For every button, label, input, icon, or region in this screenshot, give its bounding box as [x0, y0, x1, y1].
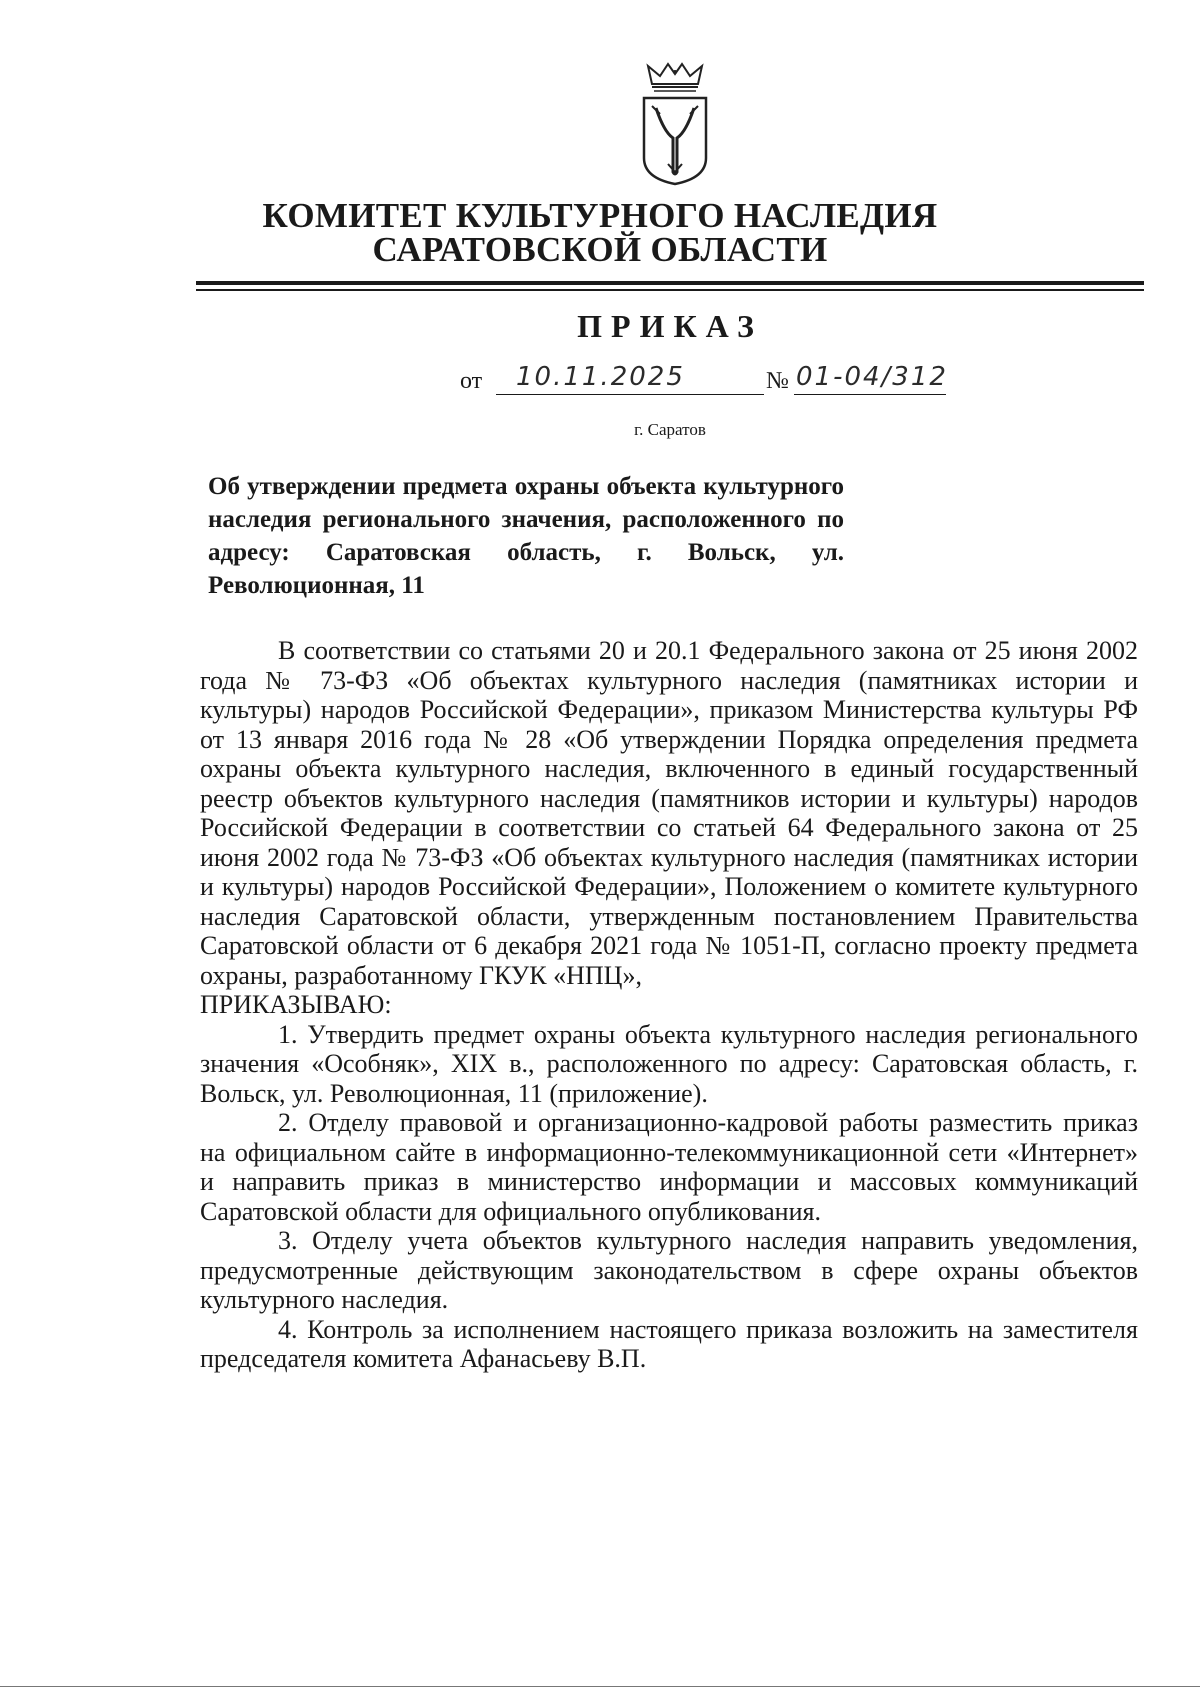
date-label: от: [460, 368, 483, 394]
org-name-line2: САРАТОВСКОЙ ОБЛАСТИ: [372, 230, 828, 269]
date-underline: [496, 394, 764, 395]
document-type-title: ПРИКАЗ: [577, 308, 763, 344]
order-item-4: 4. Контроль за исполнением настоящего приказа возложить на заместителя председателя комитета Афанасьеву В.П.: [200, 1314, 1138, 1373]
header-divider-thick: [196, 281, 1144, 285]
date-value: 10.11.2025: [516, 362, 685, 392]
order-item-3: 3. Отделу учета объектов культурного наследия направить уведомления, предусмотренные действующим законодательством в сфере охраны объектов культурного наследия.: [200, 1226, 1138, 1314]
order-body: [200, 636, 1138, 1374]
preamble-paragraph: В соответствии со статьями 20 и 20.1 Федерального закона от 25 июня 2002 года № 73-ФЗ «Об объектах культурного наследия (памятниках истории и культуры) народов Российской Федерации», приказом Министерства культуры РФ от 13 января 2016 года № 28 «Об утверждении Порядка определения предмета охраны объекта культурного наследия, включенного в единый государственный реестр объектов культурного наследия (памятников истории и культуры) народов Российской Федерации в соответствии со статьей 64 Федерального закона от 25 июня 2002 года № 73-ФЗ «Об объектах культурного наследия (памятниках истории и культуры) народов Российской Федерации», Положением о комитете культурного наследия Саратовской области, утвержденным постановлением Правительства Саратовской области от 6 декабря 2021 года № 1051-П, согласно проекту предмета охраны, разработанному ГКУК «НПЦ»,: [200, 636, 1138, 990]
order-subject: Об утверждении предмета охраны объекта культурного наследия регионального значения, расположенного по адресу: Саратовская область, г. Вольск, ул. Революционная, 11: [208, 473, 844, 599]
number-value: 01-04/312: [796, 362, 948, 392]
number-label: №: [766, 368, 789, 394]
city-label: г. Саратов: [634, 420, 706, 439]
order-word: ПРИКАЗЫВАЮ:: [200, 990, 392, 1019]
order-item-2: 2. Отделу правовой и организационно-кадровой работы разместить приказ на официальном сайте в информационно-телекоммуникационной сети «Интернет» и направить приказ в министерство информации и массовых коммуникаций Саратовской области для официального опубликования.: [200, 1108, 1138, 1226]
header-divider-thin: [196, 289, 1144, 291]
saratov-coat-of-arms-icon: [638, 62, 712, 186]
number-underline: [794, 394, 946, 395]
org-name-line1: КОМИТЕТ КУЛЬТУРНОГО НАСЛЕДИЯ: [262, 196, 938, 235]
scan-bottom-edge: [0, 1686, 1200, 1687]
order-item-1: 1. Утвердить предмет охраны объекта культурного наследия регионального значения «Особняк», XIX в., расположенного по адресу: Саратовская область, г. Вольск, ул. Революционная, 11 (приложение).: [200, 1019, 1138, 1108]
